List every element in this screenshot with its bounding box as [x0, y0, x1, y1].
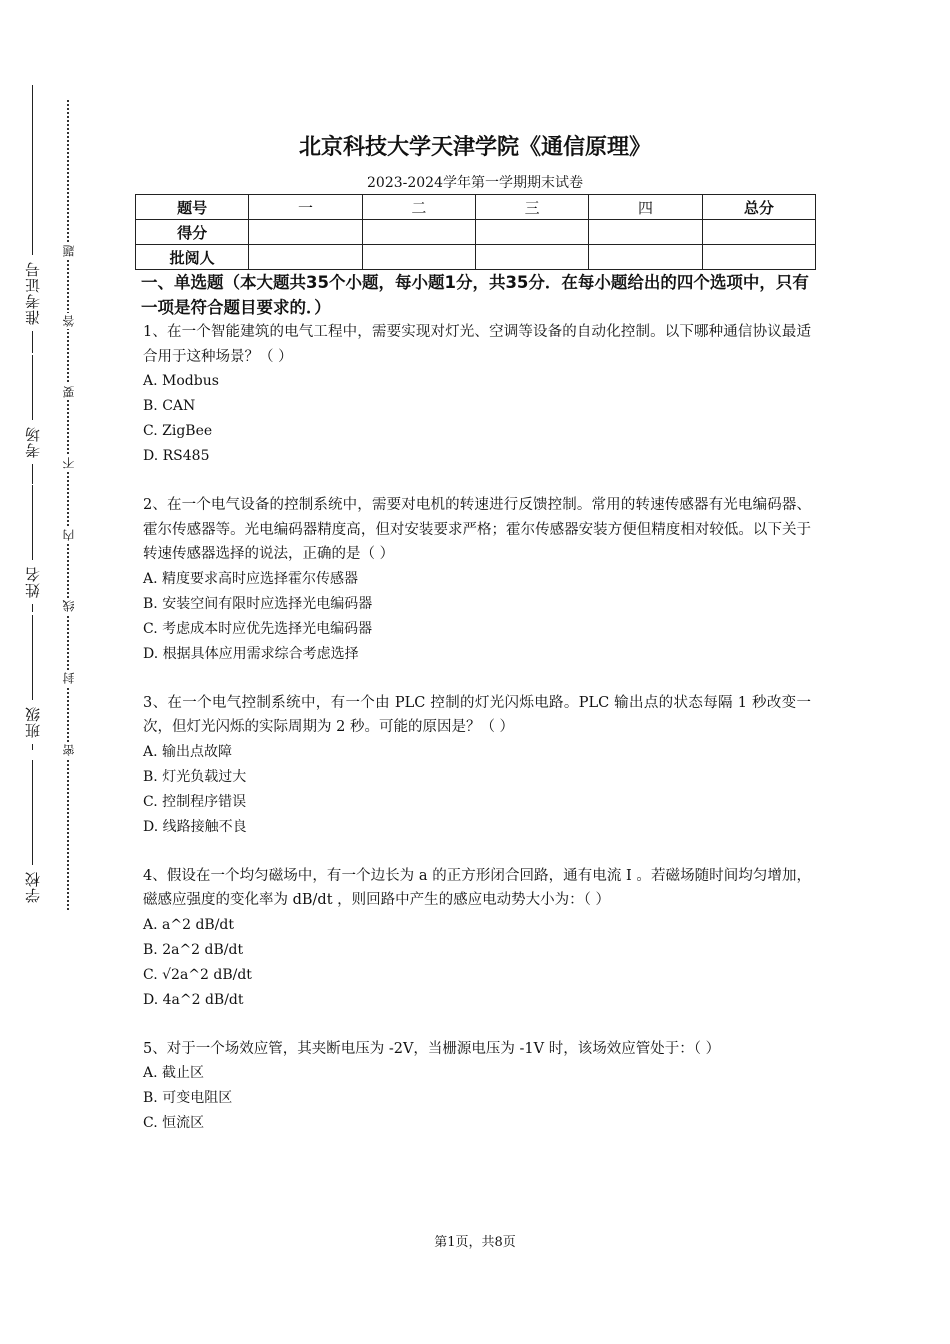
option-a[interactable]: A. Modbus — [143, 373, 219, 389]
seal-char: 答 — [62, 315, 76, 327]
exam-subtitle: 2023-2024学年第一学期期末试卷 — [367, 175, 583, 191]
question-stem: 4、假设在一个均匀磁场中，有一个边长为 a 的正方形闭合回路，通有电流 I 。若磁场随时间均匀增加，磁感应强度的变化率为 dB/dt ，则回路中产生的感应电动势大小为：（ ） — [143, 867, 811, 908]
option-c[interactable]: C. 恒流区 — [143, 1115, 205, 1131]
question-stem: 1、在一个智能建筑的电气工程中，需要实现对灯光、空调等设备的自动化控制。以下哪种通信协议最适合用于这种场景？（ ） — [143, 324, 811, 365]
margin-label-room: 考场 — [23, 426, 42, 458]
score-header-cell: 三 — [475, 195, 588, 220]
option-b[interactable]: B. 灯光负载过大 — [143, 768, 247, 785]
score-row-label: 得分 — [136, 220, 249, 245]
score-table-row — [136, 220, 816, 245]
score-header-cell: 题号 — [136, 195, 249, 220]
question-3 — [143, 691, 811, 840]
question-5 — [143, 1037, 811, 1137]
option-d[interactable]: D. 根据具体应用需求综合考虑选择 — [143, 645, 359, 662]
score-cell[interactable] — [249, 220, 362, 245]
seal-char: 密 — [62, 744, 76, 756]
option-b[interactable]: B. CAN — [143, 398, 196, 414]
option-a[interactable]: A. 精度要求高时应选择霍尔传感器 — [143, 570, 359, 587]
option-d[interactable]: D. RS485 — [143, 448, 210, 464]
score-header-cell: 四 — [589, 195, 702, 220]
page-footer: 第1页，共8页 — [434, 1235, 516, 1250]
margin-label-class: 班级 — [23, 706, 42, 738]
seal-char: 题 — [62, 245, 76, 257]
option-b[interactable]: B. 可变电阻区 — [143, 1090, 233, 1106]
score-table-row — [136, 245, 816, 270]
question-2 — [143, 493, 811, 667]
option-b[interactable]: B. 安装空间有限时应选择光电编码器 — [143, 595, 373, 612]
option-d[interactable]: D. 4a^2 dB/dt — [143, 991, 244, 1008]
margin-label-school: 学校 — [23, 871, 42, 903]
option-c[interactable]: C. ZigBee — [143, 423, 213, 439]
option-a[interactable]: A. a^2 dB/dt — [143, 916, 234, 933]
score-cell[interactable] — [475, 220, 588, 245]
margin-label-exam-id: 准考证号 — [23, 261, 42, 325]
score-table-header-row — [136, 195, 816, 220]
seal-char: 线 — [62, 600, 76, 612]
seal-dotted-line — [67, 100, 69, 910]
option-d[interactable]: D. 线路接触不良 — [143, 818, 247, 835]
score-cell[interactable] — [589, 245, 702, 270]
margin-field-school — [18, 760, 46, 930]
seal-char: 封 — [62, 672, 76, 684]
margin-label-name: 姓名 — [23, 566, 42, 598]
score-cell[interactable] — [702, 245, 815, 270]
margin-field-name — [18, 485, 46, 615]
option-b[interactable]: B. 2a^2 dB/dt — [143, 941, 244, 958]
exam-content — [143, 270, 811, 1136]
score-cell[interactable] — [475, 245, 588, 270]
option-a[interactable]: A. 输出点故障 — [143, 743, 233, 760]
score-header-cell: 二 — [362, 195, 475, 220]
margin-field-class — [18, 615, 46, 760]
option-c[interactable]: C. √2a^2 dB/dt — [143, 966, 252, 983]
seal-char: 不 — [62, 457, 76, 469]
score-header-cell: 总分 — [702, 195, 815, 220]
score-cell[interactable] — [589, 220, 702, 245]
question-stem: 2、在一个电气设备的控制系统中，需要对电机的转速进行反馈控制。常用的转速传感器有光电编码器、霍尔传感器等。光电编码器精度高，但对安装要求严格；霍尔传感器安装方便但精度相对较低。以下关于转速传感器选择的说法，正确的是（ ） — [143, 497, 811, 562]
option-c[interactable]: C. 考虑成本时应优先选择光电编码器 — [143, 620, 373, 637]
margin-field-exam-id — [18, 85, 46, 355]
option-a[interactable]: A. 截止区 — [143, 1065, 205, 1081]
exam-title: 北京科技大学天津学院《通信原理》 — [298, 135, 651, 160]
margin-field-room — [18, 355, 46, 485]
option-c[interactable]: C. 控制程序错误 — [143, 793, 247, 810]
score-header-cell: 一 — [249, 195, 362, 220]
question-1 — [143, 320, 811, 469]
section-heading: 一、单选题（本大题共35个小题，每小题1分，共35分．在每小题给出的四个选项中，只有一项是符合题目要求的．） — [141, 273, 809, 317]
seal-char: 内 — [62, 529, 76, 541]
score-cell[interactable] — [362, 245, 475, 270]
score-table — [135, 194, 816, 270]
score-row-label: 批阅人 — [136, 245, 249, 270]
score-cell[interactable] — [249, 245, 362, 270]
question-stem: 5、对于一个场效应管，其夹断电压为 -2V，当栅源电压为 -1V 时，该场效应管处于：（ ） — [143, 1040, 721, 1057]
seal-char: 要 — [62, 386, 76, 398]
question-4 — [143, 864, 811, 1013]
score-cell[interactable] — [362, 220, 475, 245]
question-stem: 3、在一个电气控制系统中，有一个由 PLC 控制的灯光闪烁电路。PLC 输出点的状态每隔 1 秒改变一次，但灯光闪烁的实际周期为 2 秒。可能的原因是？（ ） — [143, 694, 811, 735]
score-cell[interactable] — [702, 220, 815, 245]
